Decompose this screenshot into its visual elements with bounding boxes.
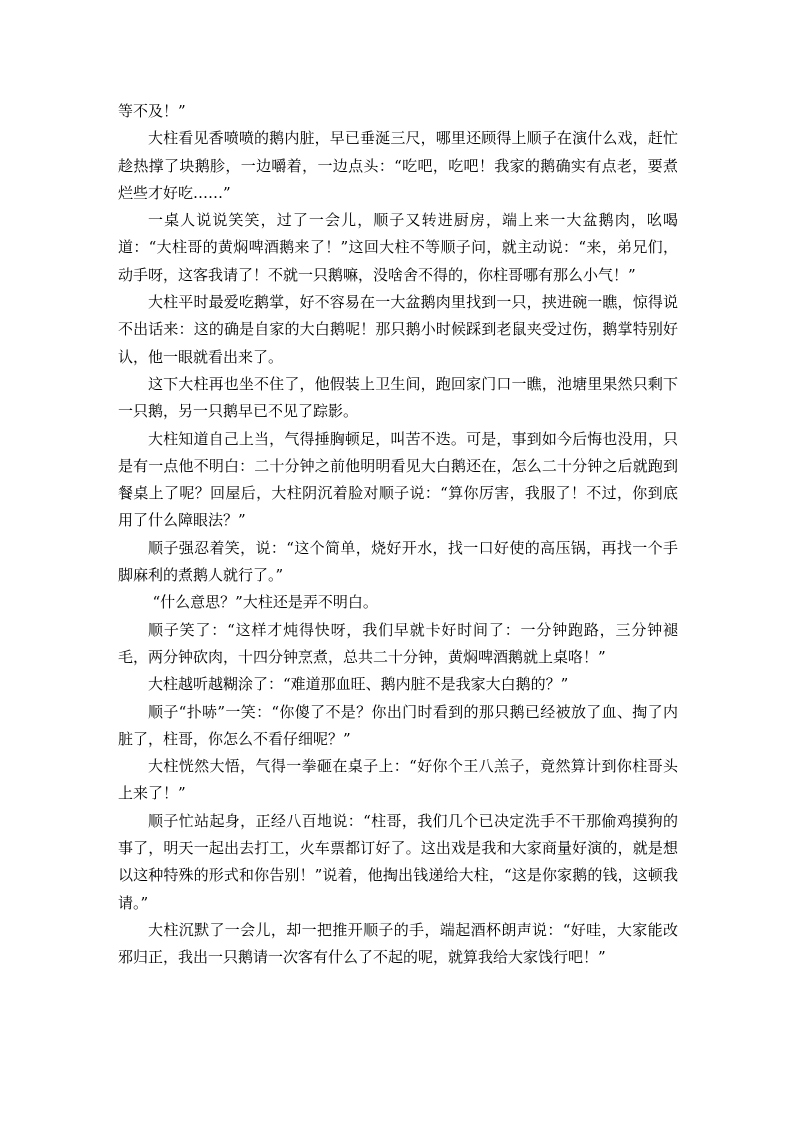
paragraph-11: 顺子“扑哧”一笑：“你傻了不是？你出门时看到的那只鹅已经被放了血、掏了内脏了，柱哥，你怎么不看仔细呢？” — [118, 702, 678, 748]
paragraph-9: 顺子笑了：“这样才炖得快呀，我们早就卡好时间了：一分钟跑路，三分钟褪毛，两分钟砍肉，十四分钟烹煮，总共二十分钟，黄焖啤酒鹅就上桌咯！” — [118, 620, 678, 666]
paragraph-10: 大柱越听越糊涂了：“难道那血旺、鹅内脏不是我家大白鹅的？” — [148, 675, 569, 694]
paragraph-13: 顺子忙站起身，正经八百地说：“柱哥，我们几个已决定洗手不干那偷鸡摸狗的事了，明天一起出去打工，火车票都订好了。这出戏是我和大家商量好演的，就是想以这种特殊的形式和你告别！”说着，他掏出钱递给大柱，“这是你家鹅的钱，这顿我请。” — [118, 811, 678, 912]
paragraph-6: 大柱知道自己上当，气得捶胸顿足，叫苦不迭。可是，事到如今后悔也没用，只是有一点他不明白：二十分钟之前他明明看见大白鹅还在，怎么二十分钟之后就跑到餐桌上了呢？回屋后，大柱阴沉着脸对顺子说：“算你厉害，我服了！不过，你到底用了什么障眼法？” — [118, 429, 678, 530]
paragraph-14: 大柱沉默了一会儿，却一把推开顺子的手，端起酒杯朗声说：“好哇，大家能改邪归正，我出一只鹅请一次客有什么了不起的呢，就算我给大家饯行吧！” — [118, 920, 678, 967]
story-text — [118, 98, 678, 972]
paragraph-12: 大柱恍然大悟，气得一拳砸在桌子上：“好你个王八羔子，竟然算计到你柱哥头上来了！” — [118, 757, 678, 803]
paragraph-5: 这下大柱再也坐不住了，他假装上卫生间，跑回家门口一瞧，池塘里果然只剩下一只鹅，另一只鹅早已不见了踪影。 — [118, 374, 678, 421]
paragraph-1: 等不及！” — [118, 102, 186, 120]
paragraph-7: 顺子强忍着笑，说：“这个简单，烧好开水，找一口好使的高压锅，再找一个手脚麻利的煮鹅人就行了。” — [118, 538, 678, 585]
paragraph-2: 大柱看见香喷喷的鹅内脏，早已垂涎三尺，哪里还顾得上顺子在演什么戏，赶忙趁热撑了块鹅胗，一边嚼着，一边点头：“吃吧，吃吧！我家的鹅确实有点老，要煮烂些才好吃……” — [118, 129, 678, 202]
paragraph-4: 大柱平时最爱吃鹅掌，好不容易在一大盆鹅肉里找到一只，挟进碗一瞧，惊得说不出话来：这的确是自家的大白鹅呢！那只鹅小时候踩到老鼠夹受过伤，鹅掌特别好认，他一眼就看出来了。 — [118, 293, 678, 366]
paragraph-3: 一桌人说说笑笑，过了一会儿，顺子又转进厨房，端上来一大盆鹅肉，吆喝道：“大柱哥的黄焖啤酒鹅来了！”这回大柱不等顺子问，就主动说：“来，弟兄们，动手呀，这客我请了！不就一只鹅嘛，没啥舍不得的，你柱哥哪有那么小气！” — [118, 211, 678, 284]
paragraph-8: “什么意思？”大柱还是弄不明白。 — [152, 593, 378, 612]
